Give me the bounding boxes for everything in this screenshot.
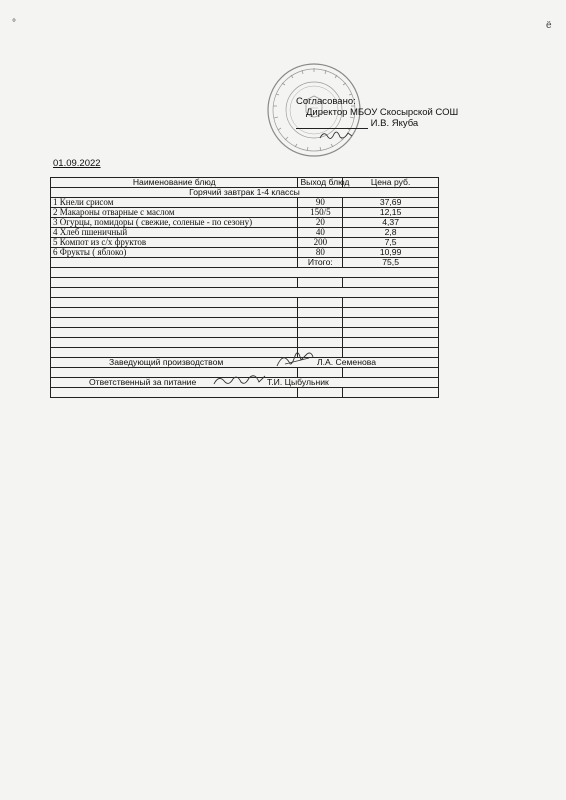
approval-director-name: И.В. Якуба — [370, 118, 419, 129]
nutrition-officer-signature — [211, 370, 269, 390]
approval-director: Директор МБОУ Скосырской СОШ — [306, 107, 459, 118]
scan-mark: ё — [546, 20, 552, 31]
empty-cell — [298, 328, 343, 338]
empty-row — [51, 288, 439, 298]
table-row — [51, 208, 439, 218]
empty-row — [51, 278, 439, 288]
header-yield: Выход блюд — [298, 178, 343, 188]
director-signature — [318, 128, 354, 142]
dish-price: 10,99 — [343, 248, 439, 258]
total-label: Итого: — [298, 258, 343, 268]
dish-price: 12,15 — [343, 208, 439, 218]
empty-cell — [51, 288, 439, 298]
empty-cell — [51, 328, 298, 338]
dish-price: 37,69 — [343, 198, 439, 208]
nutrition-signature-row — [51, 378, 439, 388]
dish-name: 4 Хлеб пшеничный — [51, 228, 298, 238]
table-row — [51, 248, 439, 258]
empty-cell — [298, 338, 343, 348]
production-signature-cell — [51, 358, 439, 368]
dish-price: 7,5 — [343, 238, 439, 248]
empty-row — [51, 338, 439, 348]
total-row — [51, 258, 439, 268]
dish-yield: 150/5 — [298, 208, 343, 218]
section-row — [51, 188, 439, 198]
production-manager-signature — [273, 348, 315, 370]
approval-heading: Согласовано: — [296, 96, 356, 107]
dish-yield: 200 — [298, 238, 343, 248]
empty-row — [51, 298, 439, 308]
table-row — [51, 238, 439, 248]
nutrition-officer-name: Т.И. Цыбульник — [267, 377, 329, 387]
empty-cell — [343, 318, 439, 328]
dish-name: 3 Огурцы, помидоры ( свежие, соленые - по сезону) — [51, 218, 298, 228]
dish-price: 4,37 — [343, 218, 439, 228]
empty-cell — [343, 348, 439, 358]
table-row — [51, 218, 439, 228]
header-dish-name: Наименование блюд — [51, 178, 298, 188]
menu-table — [50, 177, 439, 398]
empty-cell — [343, 388, 439, 398]
empty-cell — [343, 298, 439, 308]
empty-cell — [51, 298, 298, 308]
empty-cell — [51, 268, 439, 278]
empty-cell — [343, 368, 439, 378]
document-date: 01.09.2022 — [53, 158, 101, 169]
empty-cell — [51, 318, 298, 328]
dish-yield: 80 — [298, 248, 343, 258]
empty-cell — [298, 298, 343, 308]
nutrition-signature-cell — [51, 378, 439, 388]
empty-row — [51, 308, 439, 318]
production-signature-row — [51, 358, 439, 368]
dish-price: 2,8 — [343, 228, 439, 238]
section-title: Горячий завтрак 1-4 классы — [51, 188, 439, 198]
empty-row — [51, 268, 439, 278]
empty-cell — [298, 318, 343, 328]
table-row — [51, 228, 439, 238]
dish-name: 5 Компот из с/х фруктов — [51, 238, 298, 248]
empty-cell — [343, 308, 439, 318]
dish-name: 1 Кнели срисом — [51, 198, 298, 208]
empty-row — [51, 348, 439, 358]
empty-cell — [298, 308, 343, 318]
empty-cell — [343, 278, 439, 288]
empty-cell — [51, 278, 298, 288]
empty-cell — [51, 348, 298, 358]
empty-row — [51, 328, 439, 338]
empty-cell — [298, 278, 343, 288]
empty-cell — [298, 388, 343, 398]
production-manager-name: Л.А. Семенова — [317, 357, 376, 367]
nutrition-officer-title: Ответственный за питание — [89, 377, 197, 387]
dish-name: 2 Макароны отварные с маслом — [51, 208, 298, 218]
empty-cell — [51, 308, 298, 318]
header-price: Цена руб. — [343, 178, 439, 188]
empty-cell — [51, 258, 298, 268]
production-manager-title: Заведующий производством — [109, 357, 224, 367]
approval-block — [296, 96, 458, 129]
dish-yield: 40 — [298, 228, 343, 238]
scan-mark: ° — [12, 18, 16, 29]
table-row — [51, 198, 439, 208]
empty-cell — [51, 338, 298, 348]
empty-cell — [343, 338, 439, 348]
dish-yield: 90 — [298, 198, 343, 208]
dish-yield: 20 — [298, 218, 343, 228]
total-value: 75,5 — [343, 258, 439, 268]
empty-row — [51, 318, 439, 328]
dish-name: 6 Фрукты ( яблоко) — [51, 248, 298, 258]
empty-cell — [343, 328, 439, 338]
table-header-row — [51, 178, 439, 188]
